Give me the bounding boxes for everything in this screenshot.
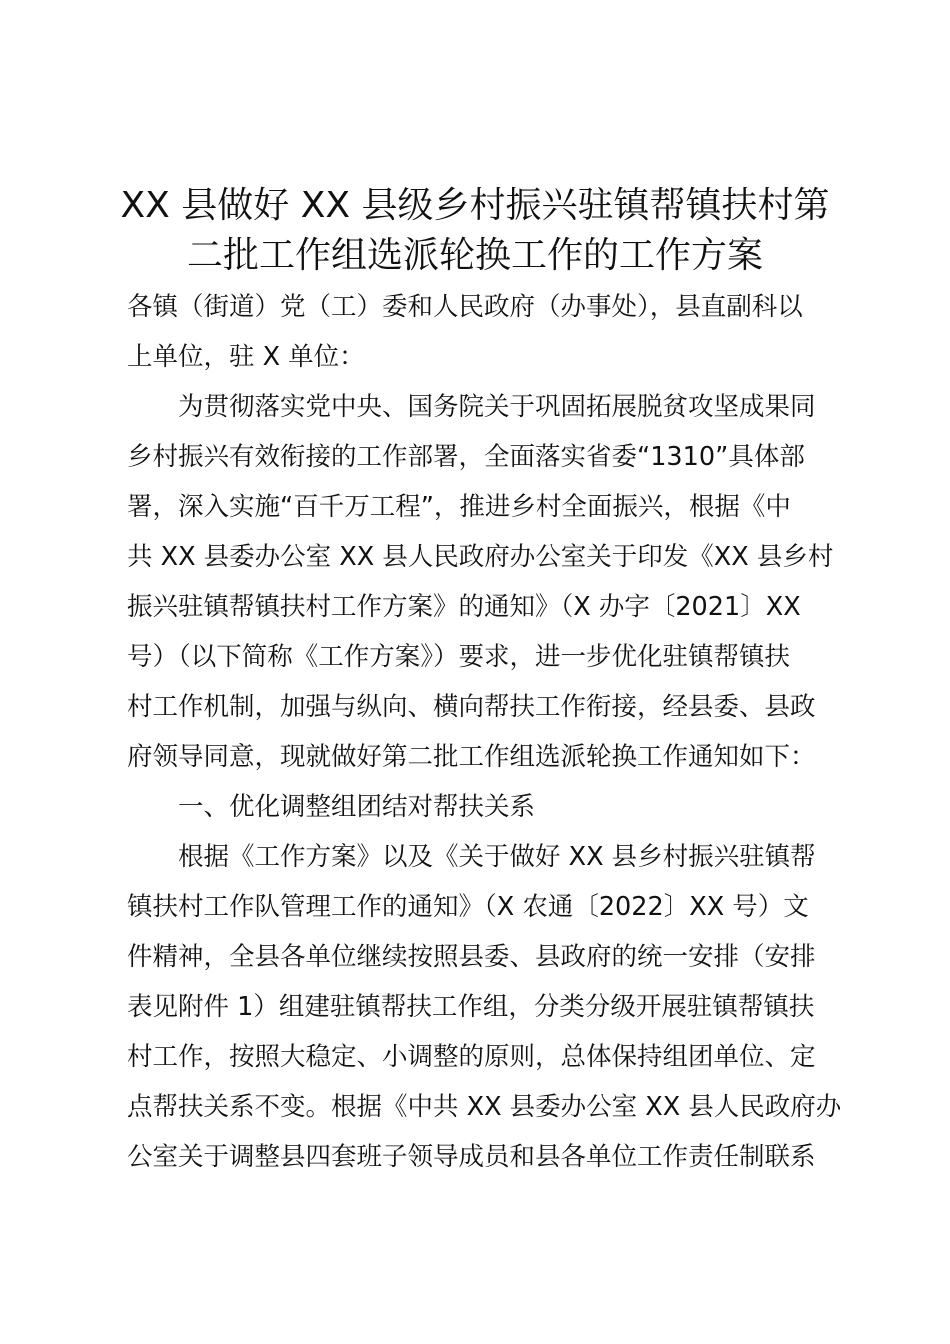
title-line-2: 二批工作组选派轮换工作的工作方案 xyxy=(186,235,763,276)
paragraph-line: 村工作机制，加强与纵向、横向帮扶工作衔接，经县委、县政 xyxy=(127,692,816,722)
paragraph-line: 振兴驻镇帮镇扶村工作方案》的通知》（X 办字〔2021〕XX xyxy=(127,592,801,622)
document-body xyxy=(127,282,842,1182)
section-paragraph xyxy=(127,832,842,1182)
document-title xyxy=(100,181,850,281)
paragraph-line: 公室关于调整县四套班子领导成员和县各单位工作责任制联系 xyxy=(127,1142,816,1172)
paragraph-line: 乡村振兴有效衔接的工作部署，全面落实省委“1310”具体部 xyxy=(127,442,805,472)
paragraph-line: 镇扶村工作队管理工作的通知》（X 农通〔2022〕XX 号）文 xyxy=(127,892,809,922)
paragraph-line: 表见附件 1）组建驻镇帮扶工作组，分类分级开展驻镇帮镇扶 xyxy=(127,992,815,1022)
paragraph-line: 为贯彻落实党中央、国务院关于巩固拓展脱贫攻坚成果同 xyxy=(178,392,816,422)
paragraph-line: 共 XX 县委办公室 XX 县人民政府办公室关于印发《XX 县乡村 xyxy=(127,542,834,572)
paragraph-line: 村工作，按照大稳定、小调整的原则，总体保持组团单位、定 xyxy=(127,1042,816,1072)
paragraph-line: 号）（以下简称《工作方案》）要求，进一步优化驻镇帮镇扶 xyxy=(127,642,791,672)
paragraph-line: 署，深入实施“百千万工程”，推进乡村全面振兴，根据《中 xyxy=(127,492,791,522)
title-line-1: XX 县做好 XX 县级乡村振兴驻镇帮镇扶村第 xyxy=(120,185,830,226)
salutation-line: 各镇（街道）党（工）委和人民政府（办事处），县直副科以 xyxy=(127,292,803,322)
intro-paragraph xyxy=(127,382,837,782)
paragraph-line: 根据《工作方案》以及《关于做好 XX 县乡村振兴驻镇帮 xyxy=(178,842,816,872)
paragraph-line: 件精神，全县各单位继续按照县委、县政府的统一安排（安排 xyxy=(127,942,816,972)
paragraph-line: 点帮扶关系不变。根据《中共 XX 县委办公室 XX 县人民政府办 xyxy=(127,1092,842,1122)
salutation-line: 上单位，驻 X 单位： xyxy=(127,342,365,372)
salutation xyxy=(127,282,837,382)
section-heading: 一、优化调整组团结对帮扶关系 xyxy=(178,792,536,822)
paragraph-line: 府领导同意，现就做好第二批工作组选派轮换工作通知如下： xyxy=(127,742,816,772)
